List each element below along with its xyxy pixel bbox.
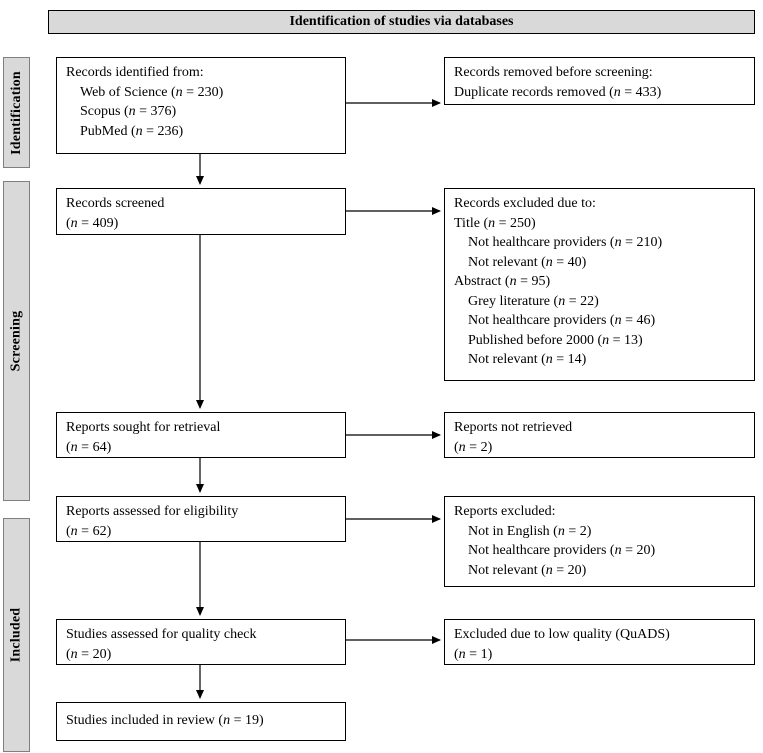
diagram-title: Identification of studies via databases (289, 14, 514, 29)
box-studies-included: Studies included in review (n = 19) (56, 702, 346, 741)
box-studies-quality-check: Studies assessed for quality check (n = 20) (56, 619, 346, 665)
box-reports-not-retrieved: Reports not retrieved (n = 2) (444, 412, 755, 458)
phase-label-included: Included (3, 518, 30, 752)
box-reports-excluded: Reports excluded: Not in English (n = 2) Not healthcare providers (n = 20) Not relevant (n = 20) (444, 496, 755, 587)
box-records-removed: Records removed before screening: Duplicate records removed (n = 433) (444, 57, 755, 105)
box-records-screened: Records screened (n = 409) (56, 188, 346, 235)
box-records-excluded: Records excluded due to: Title (n = 250) Not healthcare providers (n = 210) Not relevant (n = 40) Abstract (n = 95) Grey literature (n = 22) Not healthcare providers (n = 46) Published before 2000 (n = 13) Not relevant (n = 14) (444, 188, 755, 381)
box-excluded-low-quality: Excluded due to low quality (QuADS) (n = 1) (444, 619, 755, 665)
phase-label-screening: Screening (3, 181, 30, 501)
box-reports-assessed-eligibility: Reports assessed for eligibility (n = 62) (56, 496, 346, 542)
phase-label-identification: Identification (3, 57, 30, 168)
diagram-title-banner (48, 10, 755, 34)
box-reports-sought: Reports sought for retrieval (n = 64) (56, 412, 346, 458)
box-records-identified: Records identified from: Web of Science (n = 230) Scopus (n = 376) PubMed (n = 236) (56, 57, 346, 154)
